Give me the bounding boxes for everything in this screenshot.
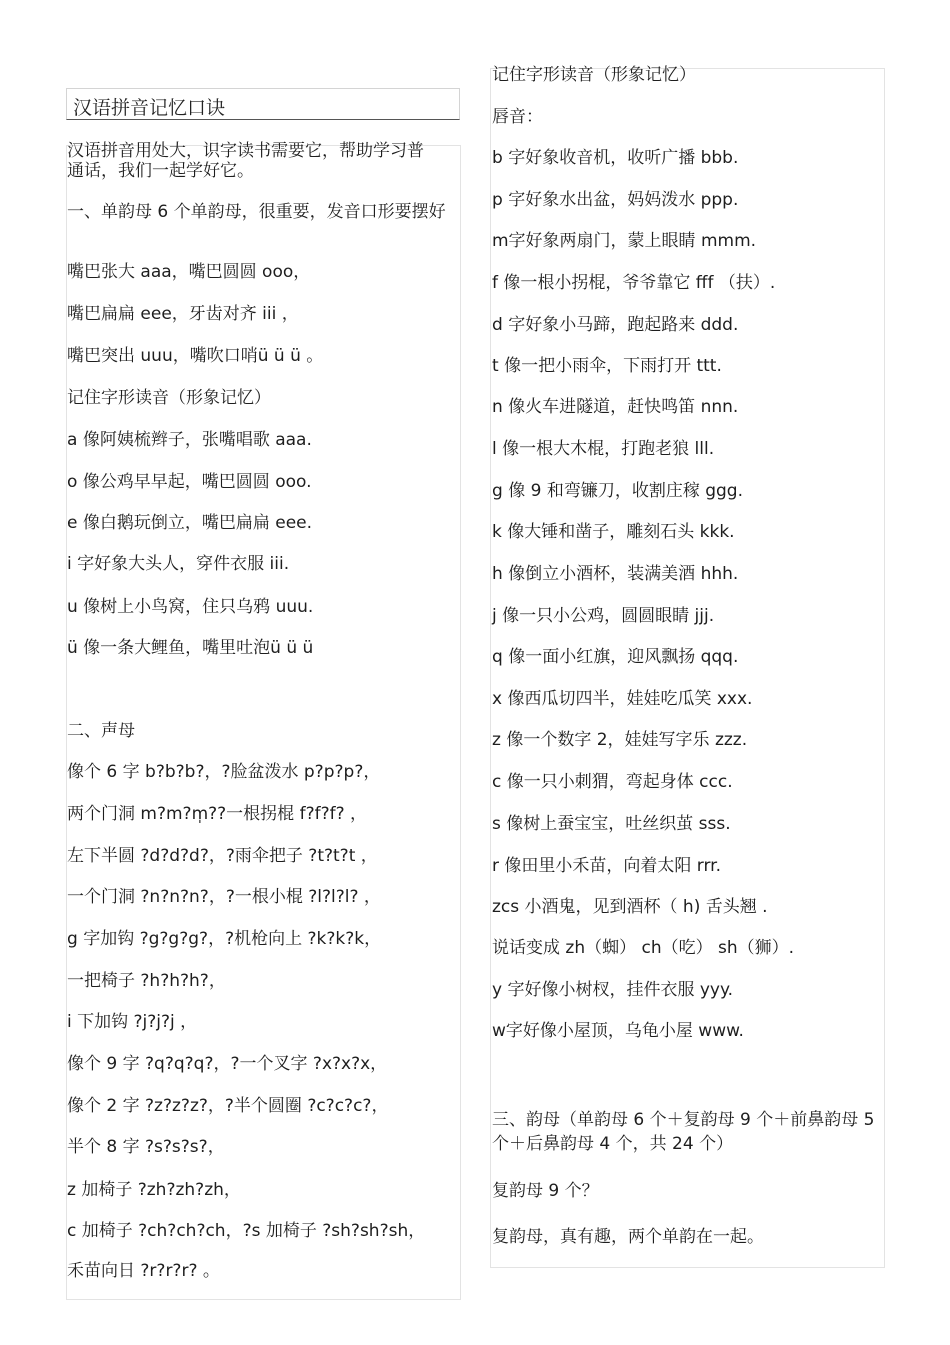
left-line-23: 禾苗向日 ?r?r?r? 。	[67, 1261, 220, 1281]
left-line-8: u 像树上小鸟窝，住只乌鸦 uuu.	[67, 597, 314, 617]
left-line-10: 二、声母	[67, 721, 135, 741]
right-line-8: n 像火车进隧道，赶快鸣笛 nnn.	[492, 397, 739, 417]
right-line-11: k 像大锤和凿子，雕刻石头 kkk.	[492, 522, 735, 542]
right-line-17: c 像一只小刺猬，弯起身体 ccc.	[492, 772, 733, 792]
section-1-heading: 一、单韵母 6 个单韵母，很重要，发音口形要摆好	[67, 202, 446, 222]
right-line-21: 说话变成 zh（蜘） ch（吃） sh（狮）.	[492, 938, 795, 958]
right-line-9: l 像一根大木棍，打跑老狼 lll.	[492, 439, 715, 459]
right-line-7: t 像一把小雨伞，下雨打开 ttt.	[492, 356, 722, 376]
left-line-20: 半个 8 字 ?s?s?s?，	[67, 1137, 225, 1157]
left-line-17: i 下加钩 ?j?j?j ，	[67, 1012, 198, 1032]
left-line-3: 记住字形读音（形象记忆）	[67, 388, 271, 408]
right-line-3: p 字好象水出盆，妈妈泼水 ppp.	[492, 190, 739, 210]
intro-paragraph: 汉语拼音用处大，识字读书需要它，帮助学习普通话，我们一起学好它。	[67, 141, 424, 181]
left-line-18: 像个 9 字 ?q?q?q?，?一个叉字 ?x?x?x，	[67, 1054, 388, 1074]
left-line-13: 左下半圆 ?d?d?d?，?雨伞把子 ?t?t?t ，	[67, 846, 378, 866]
left-line-12: 两个门洞 m?m?m̩??一根拐棍 f?f?f? ，	[67, 804, 368, 824]
left-line-5: o 像公鸡早早起，嘴巴圆圆 ooo.	[67, 472, 312, 492]
page-title: 汉语拼音记忆口诀	[73, 97, 226, 119]
right-line-16: z 像一个数字 2，娃娃写字乐 zzz.	[492, 730, 748, 750]
right-line-5: f 像一根小拐棍，爷爷靠它 fff （扶）.	[492, 273, 776, 293]
left-line-0: 嘴巴张大 aaa，嘴巴圆圆 ooo，	[67, 262, 311, 282]
left-line-7: i 字好象大头人，穿件衣服 iii.	[67, 554, 290, 574]
right-line-4: m字好象两扇门，蒙上眼睛 mmm.	[492, 231, 757, 251]
title-box	[66, 88, 460, 120]
left-line-19: 像个 2 字 ?z?z?z?，?半个圆圈 ?c?c?c?，	[67, 1096, 389, 1116]
left-line-15: g 字加钩 ?g?g?g?，?机枪向上 ?k?k?k，	[67, 929, 382, 949]
section-3-heading: 三、韵母（单韵母 6 个＋复韵母 9 个＋前鼻韵母 5 个＋后鼻韵母 4 个，共 24 个）	[492, 1110, 875, 1154]
right-line-14: q 像一面小红旗，迎风飘扬 qqq.	[492, 647, 739, 667]
left-line-22: c 加椅子 ?ch?ch?ch，?s 加椅子 ?sh?sh?sh，	[67, 1221, 426, 1241]
left-line-11: 像个 6 字 b?b?b?，?脸盆泼水 p?p?p?，	[67, 762, 381, 782]
left-line-14: 一个门洞 ?n?n?n?，?一根小棍 ?l?l?l? ，	[67, 887, 381, 907]
left-line-2: 嘴巴突出 uuu，嘴吹口哨ü ü ü 。	[67, 346, 324, 366]
right-line-19: r 像田里小禾苗，向着太阳 rrr.	[492, 856, 722, 876]
right-line-22: y 字好像小树杈，挂件衣服 yyy.	[492, 980, 734, 1000]
left-line-9: ü 像一条大鲤鱼，嘴里吐泡ü ü ü	[67, 638, 314, 658]
right-line-20: zcs 小酒鬼，见到酒杯（ h) 舌头翘 .	[492, 897, 768, 917]
left-line-4: a 像阿姨梳辫子，张嘴唱歌 aaa.	[67, 430, 312, 450]
left-line-21: z 加椅子 ?zh?zh?zh，	[67, 1180, 241, 1200]
right-line-2: b 字好象收音机，收听广播 bbb.	[492, 148, 739, 168]
left-line-6: e 像白鹅玩倒立，嘴巴扁扁 eee.	[67, 513, 313, 533]
right-line-10: g 像 9 和弯镰刀，收割庄稼 ggg.	[492, 481, 743, 501]
right-line-15: x 像西瓜切四半，娃娃吃瓜笑 xxx.	[492, 689, 753, 709]
left-line-1: 嘴巴扁扁 eee，牙齿对齐 iii ，	[67, 304, 299, 324]
right-line-6: d 字好象小马蹄，跑起路来 ddd.	[492, 315, 739, 335]
right-line-18: s 像树上蚕宝宝，吐丝织茧 sss.	[492, 814, 731, 834]
right-line-23: w字好像小屋顶，乌龟小屋 www.	[492, 1021, 744, 1041]
right-line-0: 记住字形读音（形象记忆）	[492, 65, 696, 85]
right-line-1: 唇音：	[492, 107, 543, 127]
right-line-12: h 像倒立小酒杯，装满美酒 hhh.	[492, 564, 739, 584]
fu-yunmu-desc: 复韵母，真有趣，两个单韵在一起。	[492, 1227, 764, 1247]
right-line-13: j 像一只小公鸡，圆圆眼睛 jjj.	[492, 606, 715, 626]
fu-yunmu-count: 复韵母 9 个？	[492, 1181, 599, 1201]
left-line-16: 一把椅子 ?h?h?h?，	[67, 971, 226, 991]
